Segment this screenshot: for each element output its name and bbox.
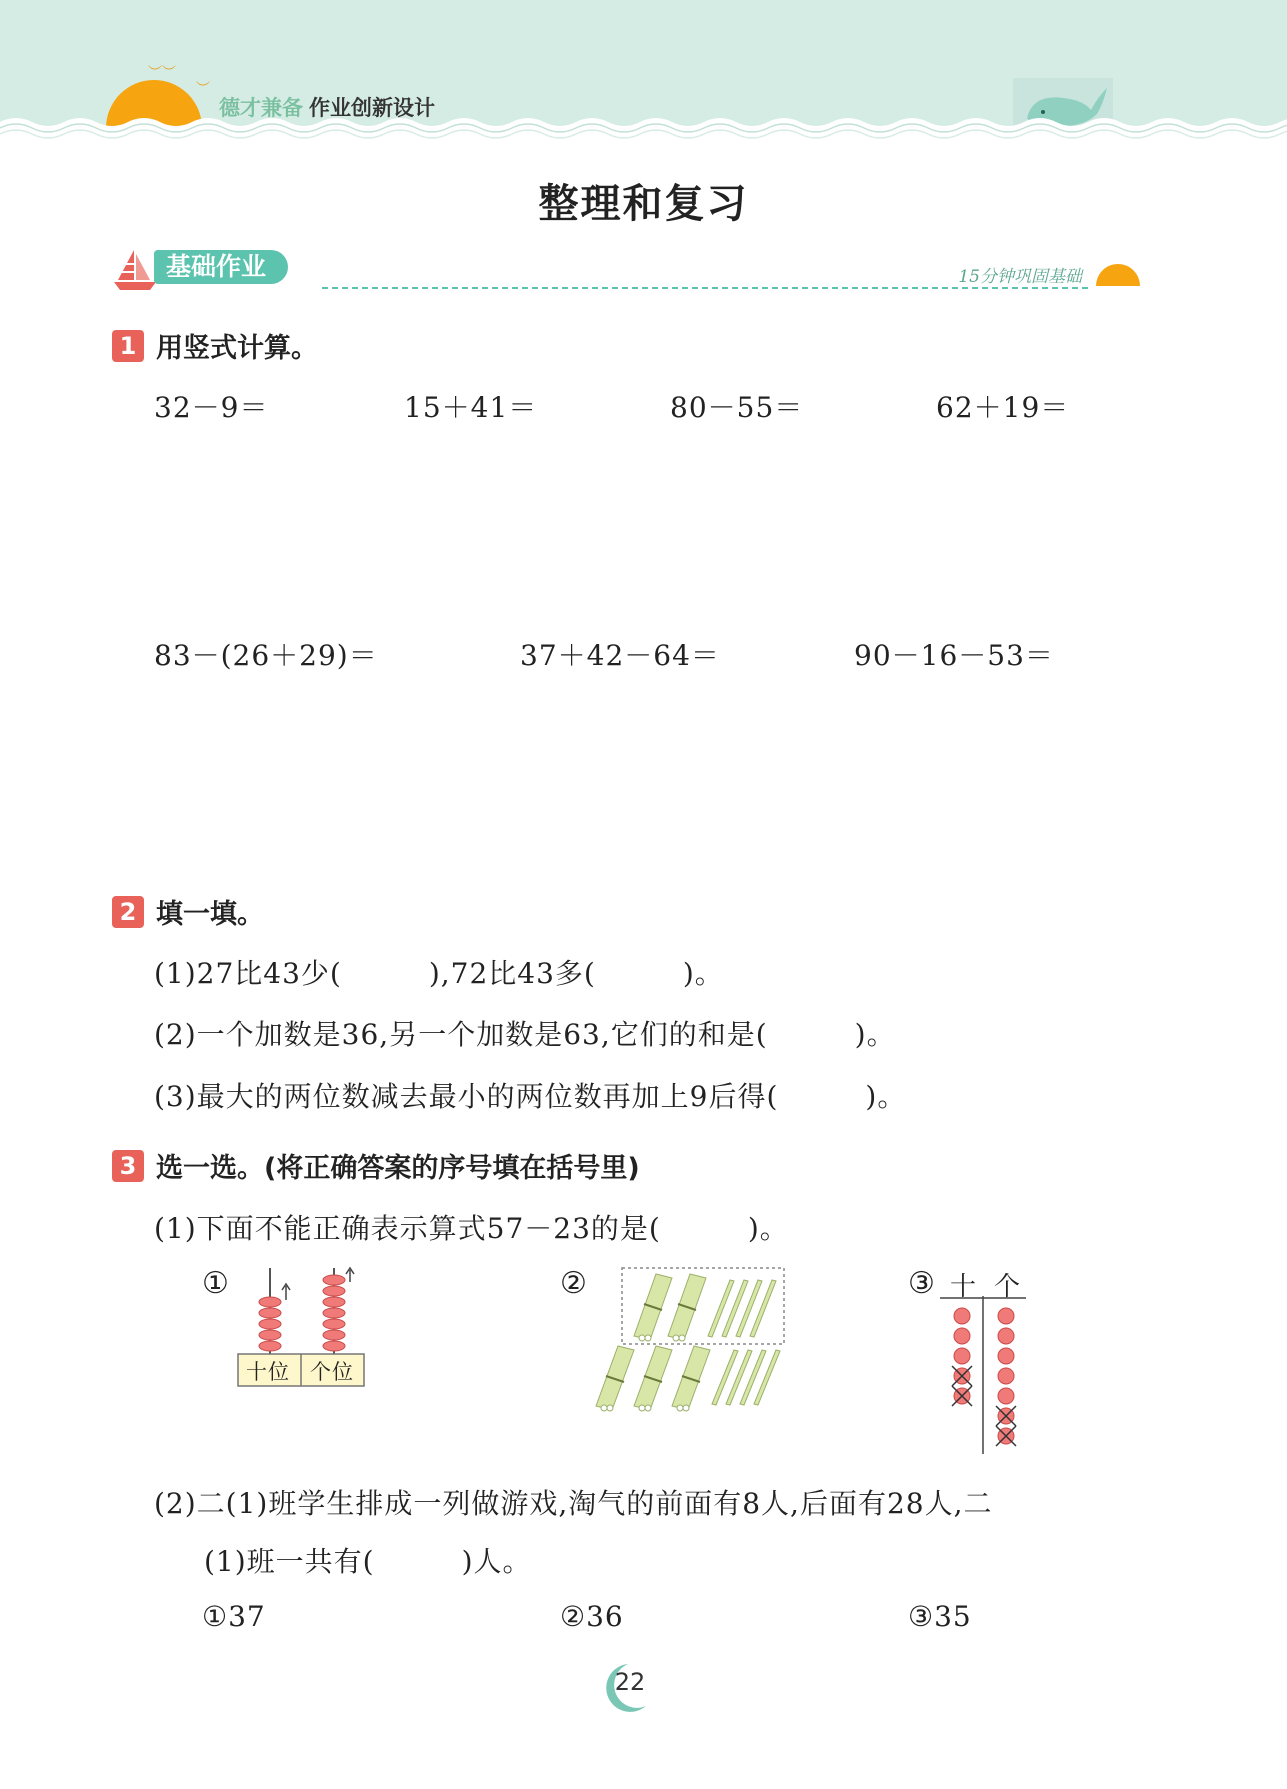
option-label: ② [560,1266,587,1301]
question-2-head [112,892,264,931]
fill-item: (3)最大的两位数减去最小的两位数再加上9后得( )。 [154,1080,907,1113]
equation: 37＋42－64＝ [520,639,720,672]
sailboat-icon [112,246,158,292]
sticks-picture [590,1266,790,1416]
choice-question-line1: (2)二(1)班学生排成一列做游戏,淘气的前面有8人,后面有28人,二 [154,1487,993,1520]
section-label: 基础作业 [154,250,288,284]
page-header [0,0,1287,140]
question-text: 选一选。(将正确答案的序号填在括号里) [156,1153,640,1184]
fill-item: (1)27比43少( ),72比43多( )。 [154,957,724,990]
brand-green: 德才兼备 [219,96,303,120]
equation: 90－16－53＝ [854,639,1054,672]
section-time-note: 15分钟巩固基础 [958,267,1082,287]
brand-dark: 作业创新设计 [309,96,435,120]
bird-icon: ︶︶ [148,65,176,81]
table-header-tens: 十 [950,1272,978,1302]
question-number: 3 [112,1150,144,1182]
section-banner [112,246,1148,294]
counter-table [940,1296,1030,1456]
question-text: 用竖式计算。 [156,333,318,364]
equation: 80－55＝ [670,391,804,424]
choice-question-line2: (1)班一共有( )人。 [204,1545,532,1578]
equation: 15＋41＝ [404,391,538,424]
page-number: 22 [614,1668,646,1696]
choice-option: ①37 [202,1600,266,1633]
abacus-label-ones: 个位 [310,1360,354,1384]
abacus-label-tens: 十位 [246,1360,290,1384]
question-3-head [112,1146,640,1185]
banner-dashed-line [322,287,1088,289]
equation: 83－(26＋29)＝ [154,639,378,672]
choice-question: (1)下面不能正确表示算式57－23的是( )。 [154,1212,789,1245]
equation: 62＋19＝ [936,391,1070,424]
table-header-ones: 个 [994,1272,1022,1302]
page-title: 整理和复习 [538,181,749,227]
wave-border [0,112,1287,140]
choice-option: ③35 [908,1600,972,1633]
option-label: ③ [908,1266,935,1301]
option-label: ① [202,1266,229,1301]
question-text: 填一填。 [156,899,264,930]
equation: 32－9＝ [154,391,269,424]
small-sun-icon [1096,264,1140,286]
question-number: 2 [112,896,144,928]
question-1-head [112,326,318,365]
question-number: 1 [112,330,144,362]
bird-icon: ︶ [196,81,210,97]
fill-item: (2)一个加数是36,另一个加数是63,它们的和是( )。 [154,1018,896,1051]
choice-option: ②36 [560,1600,624,1633]
